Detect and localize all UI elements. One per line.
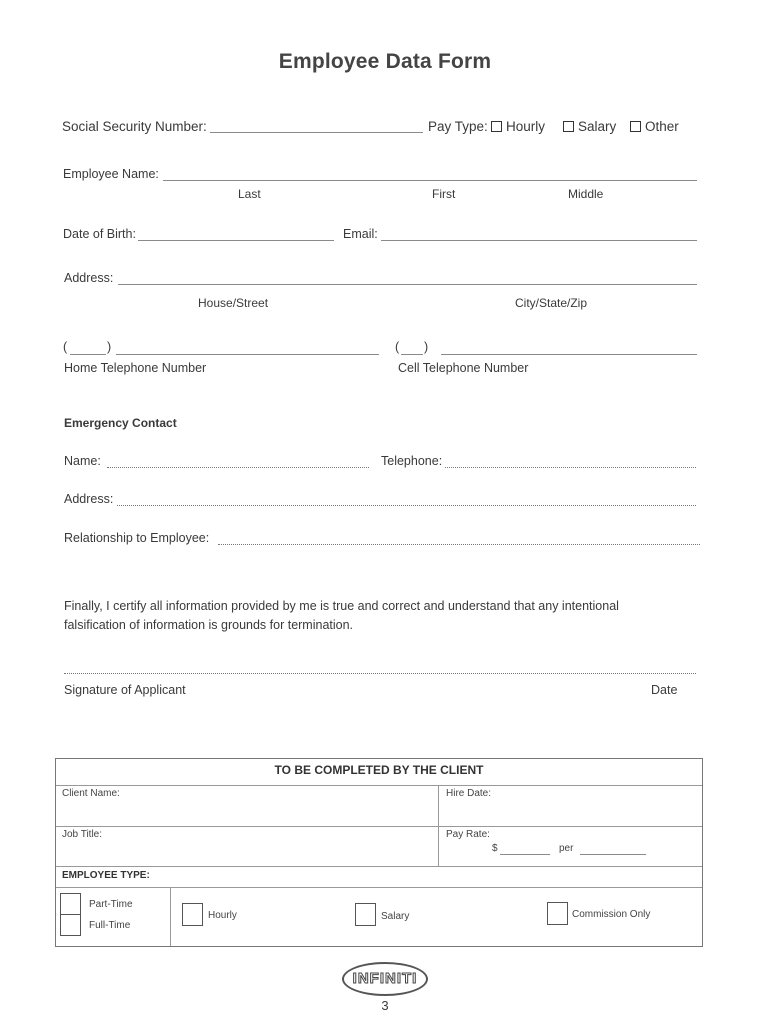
cell-area-close: ) [424, 340, 429, 354]
ec-name-label: Name: [64, 454, 101, 468]
hourly-label: Hourly [208, 910, 237, 921]
pay-type-other-option[interactable] [630, 119, 679, 134]
page-title: Employee Data Form [278, 50, 492, 73]
commission-only-label: Commission Only [572, 909, 651, 920]
client-section [55, 758, 703, 947]
client-name-input[interactable] [57, 786, 437, 825]
pay-rate-label: Pay Rate: [446, 829, 490, 840]
page-number: 3 [381, 998, 389, 1013]
job-title-label: Job Title: [62, 829, 103, 840]
ssn-input[interactable] [210, 132, 423, 133]
name-last-caption: Last [238, 187, 261, 201]
home-phone-input[interactable] [116, 354, 379, 355]
address-input[interactable] [118, 284, 697, 285]
checkbox-salary[interactable] [563, 121, 574, 132]
checkbox-other[interactable] [630, 121, 641, 132]
ec-relationship-input[interactable] [218, 544, 700, 545]
address-label: Address: [64, 271, 114, 285]
per-text: per [559, 843, 574, 854]
home-phone-label: Home Telephone Number [64, 361, 207, 375]
email-input[interactable] [381, 240, 697, 241]
client-name-label: Client Name: [62, 788, 120, 799]
employee-name-input[interactable] [163, 180, 697, 181]
dob-label: Date of Birth: [63, 227, 136, 241]
other-text: Other [645, 119, 679, 134]
employee-type-label: EMPLOYEE TYPE: [62, 870, 150, 881]
ec-address-label: Address: [64, 492, 114, 506]
hourly-checkbox[interactable] [182, 903, 203, 926]
home-area-close: ) [107, 340, 112, 354]
pay-type-hourly-option[interactable] [491, 119, 545, 134]
part-time-checkbox[interactable] [60, 893, 81, 915]
ssn-label: Social Security Number: [62, 119, 207, 134]
ec-address-input[interactable] [117, 505, 696, 506]
pay-rate-amount-input[interactable] [500, 854, 550, 855]
ec-name-input[interactable] [107, 467, 369, 468]
cell-area-open: ( [395, 340, 400, 354]
logo-text: INFINITI [352, 970, 418, 987]
full-time-label: Full-Time [89, 920, 131, 931]
full-time-checkbox[interactable] [60, 914, 81, 936]
job-title-input[interactable] [57, 827, 437, 866]
pay-type-salary-option[interactable] [563, 119, 616, 134]
dollar-sign: $ [492, 843, 498, 854]
signature-input[interactable] [64, 673, 696, 674]
hourly-text: Hourly [506, 119, 546, 134]
pay-rate-period-input[interactable] [580, 854, 646, 855]
divider [170, 887, 171, 946]
dob-input[interactable] [138, 240, 334, 241]
certify-text-line1: Finally, I certify all information provided by me is true and correct and understand that any intentional [64, 599, 619, 613]
checkbox-hourly[interactable] [491, 121, 502, 132]
divider [56, 866, 702, 867]
client-heading: TO BE COMPLETED BY THE CLIENT [274, 763, 484, 777]
address-street-caption: House/Street [198, 296, 269, 310]
ec-relationship-label: Relationship to Employee: [64, 531, 210, 545]
date-label: Date [651, 683, 678, 697]
email-label: Email: [343, 227, 378, 241]
cell-phone-input[interactable] [441, 354, 697, 355]
hire-date-input[interactable] [440, 786, 702, 825]
salary-text: Salary [578, 119, 617, 134]
infiniti-logo [342, 962, 428, 996]
certify-text-line2: falsification of information is grounds for termination. [64, 618, 354, 632]
name-first-caption: First [432, 187, 456, 201]
home-area-open: ( [63, 340, 68, 354]
emergency-heading: Emergency Contact [64, 416, 177, 430]
ec-telephone-input[interactable] [445, 467, 696, 468]
salary-label: Salary [381, 911, 410, 922]
hire-date-label: Hire Date: [446, 788, 492, 799]
cell-phone-label: Cell Telephone Number [398, 361, 529, 375]
commission-only-checkbox[interactable] [547, 902, 568, 925]
part-time-label: Part-Time [89, 899, 133, 910]
name-middle-caption: Middle [568, 187, 604, 201]
address-city-caption: City/State/Zip [515, 296, 588, 310]
pay-type-label: Pay Type: [428, 119, 488, 134]
divider [56, 887, 702, 888]
salary-checkbox[interactable] [355, 903, 376, 926]
signature-label: Signature of Applicant [64, 683, 186, 697]
home-area-code-input[interactable] [70, 354, 106, 355]
cell-area-code-input[interactable] [401, 354, 423, 355]
employee-name-label: Employee Name: [63, 167, 159, 181]
ec-telephone-label: Telephone: [381, 454, 443, 468]
